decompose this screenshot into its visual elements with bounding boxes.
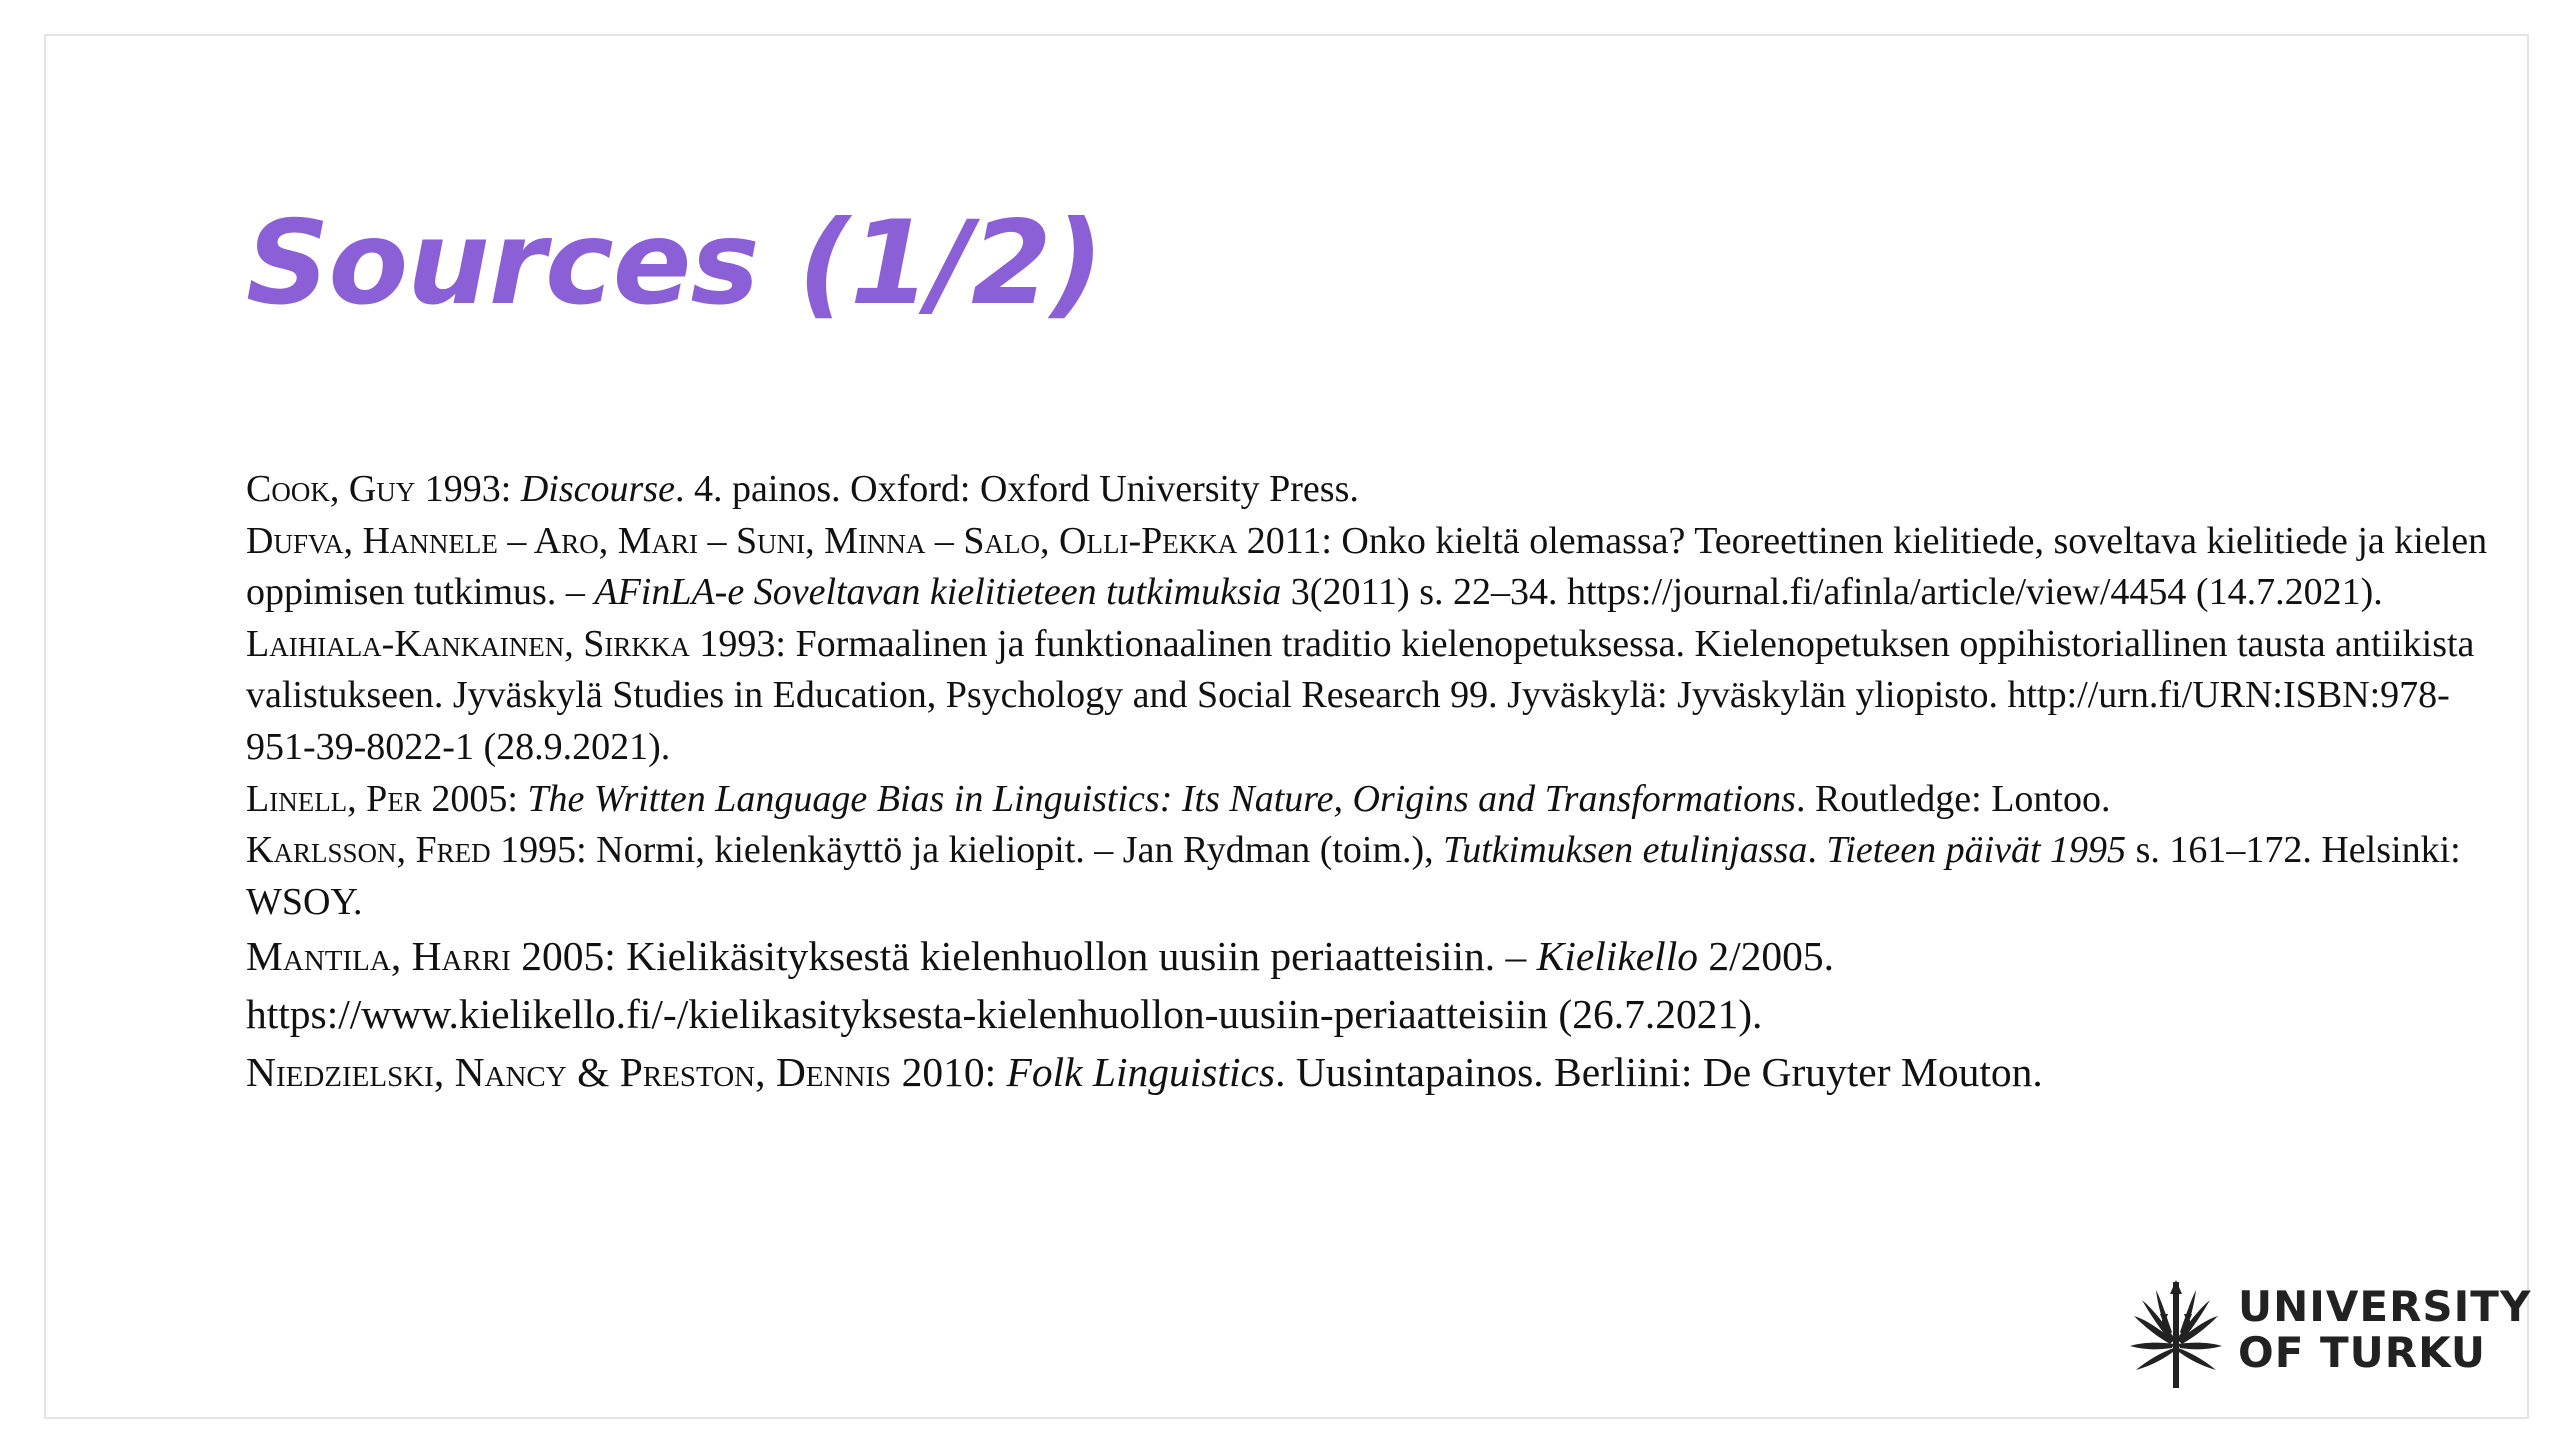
reference-author: Karlsson, Fred xyxy=(246,829,491,872)
reference-title-italic: Tutkimuksen etulinjassa xyxy=(1443,829,1808,872)
reference-author: Laihiala-Kankainen, Sirkka xyxy=(246,622,690,665)
reference-text: s. 161–172. Helsinki: WSOY. xyxy=(246,829,2461,923)
reference-title-italic: Discourse xyxy=(520,468,675,510)
reference-text: . Uusintapainos. Berliini: De Gruyter Mouton. xyxy=(1275,1048,2043,1095)
reference-title-italic: Tieteen päivät 1995 xyxy=(1826,829,2127,872)
reference-title-italic: Kielikello xyxy=(1536,933,1698,980)
reference-item xyxy=(246,1044,2516,1102)
reference-text: 2010: xyxy=(891,1048,1007,1095)
reference-list xyxy=(246,464,2516,1101)
reference-text: 2005: xyxy=(421,777,528,820)
reference-item xyxy=(246,464,2516,516)
reference-item xyxy=(246,516,2516,619)
reference-text: 3(2011) s. 22–34. https://journal.fi/afinla/article/view/4454 (14.7.2021). xyxy=(1281,571,2383,614)
reference-author: Linell, Per xyxy=(246,777,422,820)
reference-item xyxy=(246,619,2516,774)
university-of-turku-emblem-icon xyxy=(2126,1280,2226,1390)
reference-author: Niedzielski, Nancy & Preston, Dennis xyxy=(246,1048,892,1095)
reference-title-italic: AFinLA-e Soveltavan kielitieteen tutkimuksia xyxy=(594,571,1282,614)
reference-text: 1993: Formaalinen ja funktionaalinen traditio kielenopetuksessa. Kielenopetuksen oppihistoriallinen tausta antiikista valistukseen. Jyväskylä Studies in Education, Psychology and Social Research 99. Jyväskylä: Jyväskylän yliopisto. http://urn.fi/URN:ISBN:978-951-39-8022-1 (28.9.2021). xyxy=(246,622,2475,768)
reference-author: Mantila, Harri xyxy=(246,933,511,980)
reference-item xyxy=(246,825,2516,928)
reference-text: 1993: xyxy=(415,468,521,510)
university-logo xyxy=(2126,1280,2532,1390)
reference-item xyxy=(246,774,2516,826)
reference-title-italic: The Written Language Bias in Linguistics: Its Nature, Origins and Transformations xyxy=(527,777,1796,820)
reference-author: Cook, Guy xyxy=(246,468,416,510)
logo-line-2: OF TURKU xyxy=(2238,1328,2487,1377)
reference-text: . xyxy=(1807,829,1827,872)
reference-text: 1995: Normi, kielenkäyttö ja kieliopit. – Jan Rydman (toim.), xyxy=(490,829,1444,872)
reference-item xyxy=(246,928,2516,1043)
university-name xyxy=(2238,1284,2531,1376)
reference-text: 2005: Kielikäsityksestä kielenhuollon uusiin periaatteisiin. – xyxy=(510,933,1537,980)
slide-title: Sources (1/2) xyxy=(246,196,1103,331)
reference-text: . 4. painos. Oxford: Oxford University Press. xyxy=(674,468,1359,510)
reference-title-italic: Folk Linguistics xyxy=(1006,1048,1276,1095)
reference-author: Dufva, Hannele – Aro, Mari – Suni, Minna – Salo, Olli-Pekka xyxy=(246,519,1238,562)
reference-text: 2/2005. https://www.kielikello.fi/-/kielikasityksesta-kielenhuollon-uusiin-periaatteisiin (26.7.2021). xyxy=(246,933,1835,1037)
reference-text: . Routledge: Lontoo. xyxy=(1795,777,2111,820)
logo-line-1: UNIVERSITY xyxy=(2238,1282,2532,1331)
reference-text: 2011: Onko kieltä olemassa? Teoreettinen kielitiede, soveltava kielitiede ja kielen oppimisen tutkimus. – xyxy=(246,519,2488,614)
slide xyxy=(44,34,2532,1419)
